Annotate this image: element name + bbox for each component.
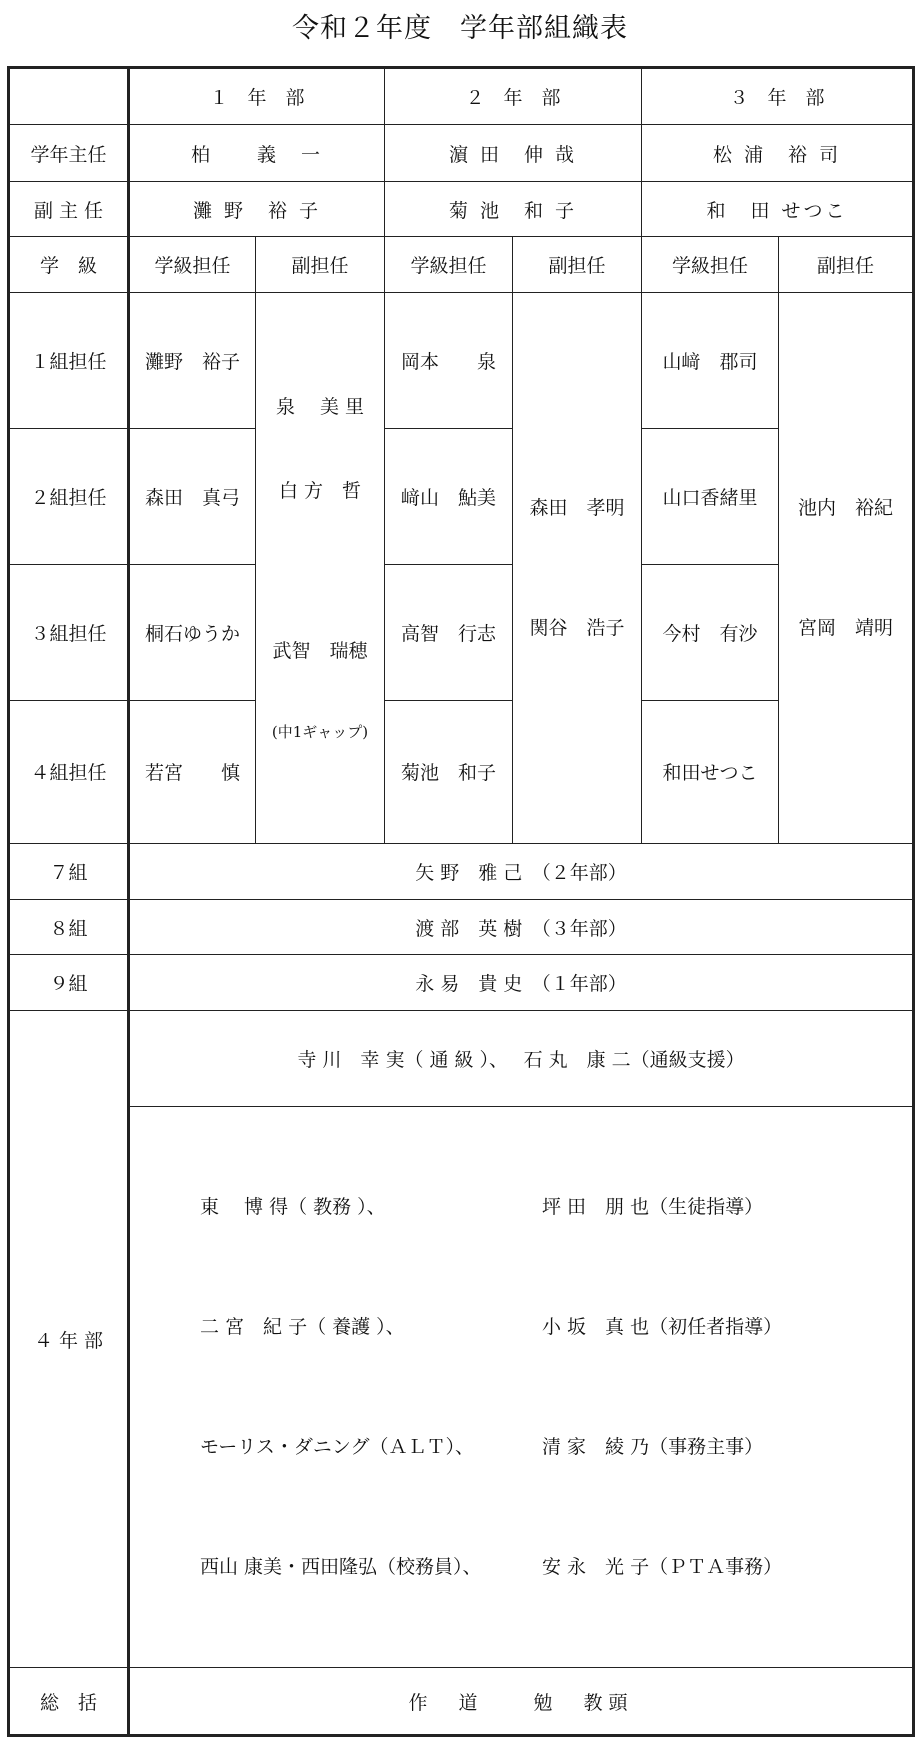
class-8-row: [9, 900, 914, 955]
staff-entry: 小 坂 真 也（初任者指導）: [542, 1316, 783, 1338]
staff-entry: 東 博 得（ 教務 ）、: [200, 1196, 386, 1218]
summary-row: [9, 1668, 914, 1736]
grade-3-header: ３ 年 部: [642, 68, 914, 125]
class-3-label: ３組担任: [9, 564, 129, 700]
class-label: 学 級: [9, 237, 129, 293]
g1-class-2-teacher: 森田 真弓: [129, 428, 256, 564]
organization-table: [7, 66, 915, 1737]
grade-4-staff-list: [129, 1107, 914, 1668]
grade-1-homeroom-header: 学級担任: [129, 237, 256, 293]
grade-4-staff-row: [9, 1107, 914, 1668]
class-9-row: [9, 955, 914, 1011]
chief-row: [9, 125, 914, 182]
class-8-label: ８組: [9, 900, 129, 955]
g1-class-1-teacher: 灘野 裕子: [129, 293, 256, 429]
g3-class-3-teacher: 今村 有沙: [642, 564, 779, 700]
staff-entry: モーリス・ダニング（ＡＬＴ）、: [200, 1436, 474, 1458]
grade-3-chief: 松 浦 裕 司: [642, 125, 914, 182]
class-4-label: ４組担任: [9, 700, 129, 843]
staff-line: [200, 1307, 912, 1347]
g2-class-1-teacher: 岡本 泉: [385, 293, 513, 429]
grade-2-sub-chief: 菊 池 和 子: [385, 182, 642, 237]
class-1-label: １組担任: [9, 293, 129, 429]
grade-2-header: ２ 年 部: [385, 68, 642, 125]
staff-entry: 清 家 綾 乃（事務主事）: [542, 1436, 764, 1458]
class-9-teacher: 永 易 貴 史 （１年部）: [129, 955, 914, 1011]
g2-assistant-cell: [513, 293, 642, 844]
grade-3-homeroom-header: 学級担任: [642, 237, 779, 293]
staff-entry: 二 宮 紀 子（ 養護 ）、: [200, 1316, 405, 1338]
g2-class-4-teacher: 菊池 和子: [385, 700, 513, 843]
class-8-teacher: 渡 部 英 樹 （３年部）: [129, 900, 914, 955]
class-2-row: [9, 428, 914, 564]
class-2-label: ２組担任: [9, 428, 129, 564]
g1-assistant-1: 泉 美 里: [275, 396, 365, 418]
grade-1-assistant-header: 副担任: [256, 237, 385, 293]
staff-line: [200, 1427, 912, 1467]
class-7-label: ７組: [9, 844, 129, 900]
sub-chief-label: 副 主 任: [9, 182, 129, 237]
grade-3-sub-chief: 和 田 せつこ: [642, 182, 914, 237]
class-7-teacher: 矢 野 雅 己 （２年部）: [129, 844, 914, 900]
g3-class-2-teacher: 山口香緒里: [642, 428, 779, 564]
g1-class-3-teacher: 桐石ゆうか: [129, 564, 256, 700]
sub-chief-row: [9, 182, 914, 237]
grade-4-support-line: 寺 川 幸 実（ 通 級 ）、 石 丸 康 二（通級支援）: [129, 1011, 914, 1107]
staff-entry: 西山 康美・西田隆弘（校務員）、: [200, 1556, 482, 1578]
summary-value: 作 道 勉 教頭: [129, 1668, 914, 1736]
g1-assistant-note: (中1ギャップ): [271, 723, 369, 741]
staff-line: [200, 1187, 912, 1227]
grade-4-label: ４ 年 部: [9, 1011, 129, 1668]
g2-assistant-1: 森田 孝明: [529, 497, 625, 519]
grade-2-chief: 濵 田 伸 哉: [385, 125, 642, 182]
g1-assistant-cell: [256, 293, 385, 844]
class-header-row: [9, 237, 914, 293]
grade-1-header: １ 年 部: [129, 68, 385, 125]
g1-assistant-3: 武智 瑞穂: [272, 640, 368, 662]
g2-assistant-2: 関谷 浩子: [529, 617, 625, 639]
staff-entry: 坪 田 朋 也（生徒指導）: [542, 1196, 764, 1218]
g1-class-4-teacher: 若宮 慎: [129, 700, 256, 843]
g3-assistant-cell: [779, 293, 914, 844]
class-1-row: [9, 293, 914, 429]
g3-assistant-1: 池内 裕紀: [798, 497, 894, 519]
grade-1-chief: 柏 義 一: [129, 125, 385, 182]
class-4-row: [9, 700, 914, 843]
grade-3-assistant-header: 副担任: [779, 237, 914, 293]
g3-assistant-2: 宮岡 靖明: [798, 617, 894, 639]
g2-class-2-teacher: 﨑山 鮎美: [385, 428, 513, 564]
g3-class-1-teacher: 山﨑 郡司: [642, 293, 779, 429]
grade-header-row: [9, 68, 914, 125]
g3-class-4-teacher: 和田せつこ: [642, 700, 779, 843]
grade-1-sub-chief: 灘 野 裕 子: [129, 182, 385, 237]
page-title: 令和２年度 学年部組織表: [292, 13, 628, 44]
staff-line: [200, 1547, 912, 1587]
class-3-row: [9, 564, 914, 700]
g2-class-3-teacher: 高智 行志: [385, 564, 513, 700]
g1-assistant-2: 白 方 哲: [278, 480, 362, 502]
class-7-row: [9, 844, 914, 900]
grade-2-assistant-header: 副担任: [513, 237, 642, 293]
chief-label: 学年主任: [9, 125, 129, 182]
class-9-label: ９組: [9, 955, 129, 1011]
grade-2-homeroom-header: 学級担任: [385, 237, 513, 293]
staff-entry: 安 永 光 子（ＰＴＡ事務）: [542, 1556, 783, 1578]
grade-4-support-row: [9, 1011, 914, 1107]
corner-cell: [9, 68, 129, 125]
summary-label: 総 括: [9, 1668, 129, 1736]
